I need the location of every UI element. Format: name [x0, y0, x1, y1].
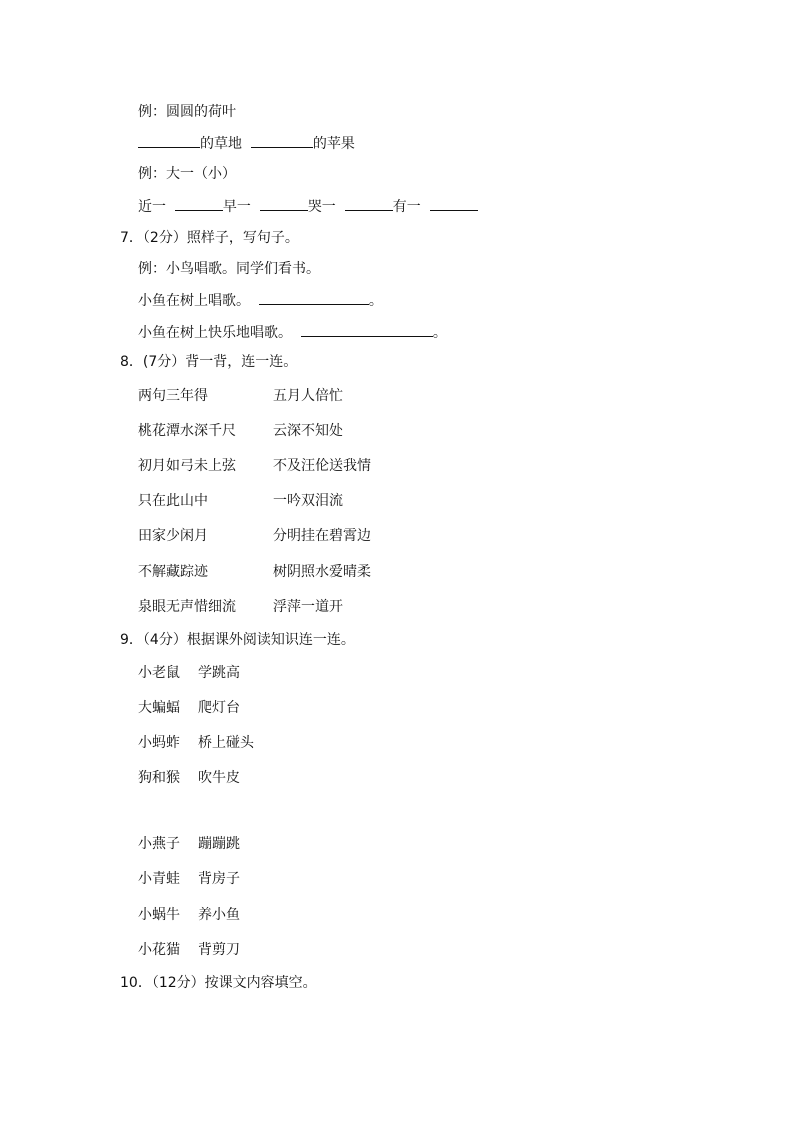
- q10-title: 10．（12分）按课文内容填空。: [120, 975, 317, 991]
- q9-g2-left-item[interactable]: 小蜗牛: [138, 907, 180, 923]
- q8-right-item[interactable]: 云深不知处: [273, 423, 343, 439]
- q8-left-item[interactable]: 不解藏踪迹: [138, 564, 208, 580]
- q8-title: 8．(7分）背一背，连一连。: [120, 354, 298, 370]
- q6-fill2-d: 有一: [392, 199, 421, 215]
- q8-right-item[interactable]: 不及汪伦送我情: [273, 458, 371, 474]
- q9-g1-right-item[interactable]: 桥上碰头: [198, 735, 254, 751]
- q8-right-item[interactable]: 分明挂在碧霄边: [273, 528, 371, 544]
- answer-blank[interactable]: [259, 290, 369, 305]
- answer-blank[interactable]: [138, 133, 200, 148]
- q8-right-item[interactable]: 五月人倍忙: [273, 388, 343, 404]
- q9-g2-right-item[interactable]: 背房子: [198, 871, 240, 887]
- q7-title: 7．（2分）照样子，写句子。: [120, 230, 299, 246]
- q8-left-item[interactable]: 初月如弓未上弦: [138, 458, 236, 474]
- q9-title: 9．（4分）根据课外阅读知识连一连。: [120, 632, 355, 648]
- answer-blank[interactable]: [175, 196, 223, 211]
- q8-left-item[interactable]: 两句三年得: [138, 388, 208, 404]
- q9-g1-right-item[interactable]: 学跳高: [198, 665, 240, 681]
- answer-blank[interactable]: [345, 196, 393, 211]
- q8-left-item[interactable]: 泉眼无声惜细流: [138, 599, 236, 615]
- answer-blank[interactable]: [260, 196, 308, 211]
- q9-g1-right-item[interactable]: 吹牛皮: [198, 770, 240, 786]
- q9-g1-left-item[interactable]: 大蝙蝠: [138, 700, 180, 716]
- q9-g2-left-item[interactable]: 小青蛙: [138, 871, 180, 887]
- q9-g2-right-item[interactable]: 蹦蹦跳: [198, 836, 240, 852]
- q9-g2-left-item[interactable]: 小燕子: [138, 836, 180, 852]
- q8-left-item[interactable]: 田家少闲月: [138, 528, 208, 544]
- q6-fill2-b: 早一: [222, 199, 251, 215]
- q6-fill2-a: 近一: [138, 199, 166, 215]
- q9-g1-right-item[interactable]: 爬灯台: [198, 700, 240, 716]
- q9-g1-left-item[interactable]: 小老鼠: [138, 665, 180, 681]
- answer-blank[interactable]: [301, 322, 433, 337]
- q9-g2-right-item[interactable]: 背剪刀: [198, 942, 240, 958]
- q9-g1-left-item[interactable]: 小蚂蚱: [138, 735, 180, 751]
- q6-fill-suffix-a: 的草地: [200, 136, 242, 152]
- q6-example1: 例：圆圆的荷叶: [138, 104, 236, 120]
- q9-g1-left-item[interactable]: 狗和猴: [138, 770, 180, 786]
- q9-g2-right-item[interactable]: 养小鱼: [198, 907, 240, 923]
- q6-fill-suffix-b: 的苹果: [312, 136, 355, 152]
- answer-blank[interactable]: [251, 133, 313, 148]
- q7-s2-end: 。: [432, 325, 447, 341]
- q8-left-item[interactable]: 只在此山中: [138, 493, 208, 509]
- q7-sentence2: [138, 322, 447, 343]
- q7-example: 例：小鸟唱歌。同学们看书。: [138, 261, 320, 277]
- q8-right-item[interactable]: 一吟双泪流: [273, 493, 343, 509]
- q7-s1-end: 。: [368, 293, 383, 309]
- q8-right-item[interactable]: 浮萍一道开: [273, 599, 343, 615]
- q6-example2: 例：大一（小）: [138, 166, 236, 182]
- q9-g2-left-item[interactable]: 小花猫: [138, 942, 180, 958]
- q6-fill-row1: [138, 133, 355, 154]
- q7-s1-text: 小鱼在树上唱歌。: [138, 293, 250, 309]
- q6-fill-row2: [138, 196, 478, 217]
- q7-sentence1: [138, 290, 383, 311]
- q8-right-item[interactable]: 树阴照水爱晴柔: [273, 564, 371, 580]
- answer-blank[interactable]: [430, 196, 478, 211]
- q7-s2-text: 小鱼在树上快乐地唱歌。: [138, 325, 292, 341]
- q8-left-item[interactable]: 桃花潭水深千尺: [138, 423, 236, 439]
- q6-fill2-c: 哭一: [307, 199, 336, 215]
